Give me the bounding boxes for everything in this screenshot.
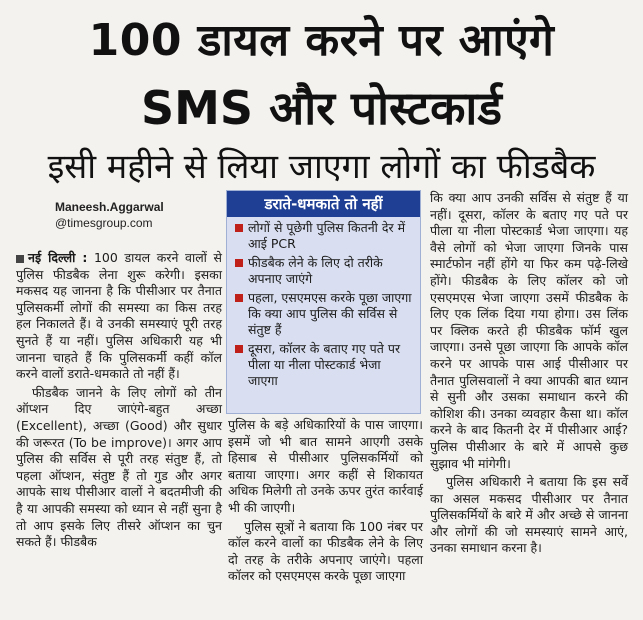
highlight-item — [235, 220, 414, 252]
highlight-text: लोगों से पूछेगी पुलिस कितनी देर में आई PCR — [248, 220, 406, 251]
highlight-text: पहला, एसएमएस करके पूछा जाएगा कि क्या आप पुलिस की सर्विस से संतुष्ट हैं — [248, 290, 412, 337]
article-column-1 — [16, 250, 222, 553]
highlight-item — [235, 290, 414, 338]
subheadline: इसी महीने से लिया जाएगा लोगों का फीडबैक — [47, 147, 596, 187]
red-square-bullet-icon — [235, 259, 243, 267]
article-column-2 — [228, 417, 423, 587]
highlights-box — [226, 190, 421, 414]
red-square-bullet-icon — [235, 345, 243, 353]
headline-line-2: SMS और पोस्टकार्ड — [141, 81, 502, 135]
red-square-bullet-icon — [235, 294, 243, 302]
byline-author: Maneesh.Aggarwal — [55, 200, 164, 214]
dateline: नई दिल्ली : — [28, 250, 88, 265]
article-paragraph: पुलिस सूत्रों ने बताया कि 100 नंबर पर कॉल करने वालों का फीडबैक लेने के लिए दो तरह के तरीके अपनाए जाएंगे। पहला कॉलर को एसएमएस करके पूछा जाएगा — [228, 518, 423, 584]
highlights-box-title: डराते-धमकाते तो नहीं — [227, 191, 420, 217]
article-paragraph: पुलिस के बड़े अधिकारियों के पास जाएगा। इसमें जो भी बात सामने आएगी उसके हिसाब से पीसीआर पुलिसकर्मियों को बताया जाएगा। अगर कहीं से शिकायत अधिक मिलेगी तो उनके ऊपर तुरंत कार्रवाई भी की जाएगी। — [228, 417, 423, 515]
article-paragraph: फीडबैक जानने के लिए लोगों को तीन ऑप्शन दिए जाएंगे-बहुत अच्छा (Excellent), अच्छा (Good) और सुधार की जरूरत (To be improve)। अगर आप पुलिस की सर्विस से पूरी तरह संतुष्ट हैं, तो पहला ऑप्शन, संतुष्ट हैं तो गुड और अगर आपके साथ पीसीआर वालों ने बदतमीजी की है या आपकी समस्या को ध्यान से नहीं सुना है तो आप इसके लिए तीसरे ऑप्शन का चुन सकते हैं। फीडबैक — [16, 384, 222, 550]
highlight-text: दूसरा, कॉलर के बताए गए पते पर पीला या नीला पोस्टकार्ड भेजा जाएगा — [248, 341, 401, 388]
square-bullet-icon — [16, 255, 24, 263]
byline-email: @timesgroup.com — [55, 216, 153, 230]
headline-line-1: 100 डायल करने पर आएंगे — [88, 15, 555, 66]
article-text: 100 डायल करने वालों से पुलिस फीडबैक लेना शुरू करेगी। इसका मकसद यह जानना है कि पीसीआर पर तैनात पुलिसकर्मी लोगों की समस्या का किस तरह हल निकालते हैं। वे उनकी समस्याएं पूरी तरह सुनते हैं या नहीं। पुलिस अधिकारी यह भी जानना चाहते हैं कि पुलिसकर्मी कहीं कॉल करने वालों डराते-धमकाते तो नहीं हैं। — [16, 250, 222, 382]
red-square-bullet-icon — [235, 224, 243, 232]
highlight-item — [235, 255, 414, 287]
article-paragraph: कि क्या आप उनकी सर्विस से संतुष्ट हैं या नहीं। दूसरा, कॉलर के बताए गए पते पर पीला या नीला पोस्टकार्ड भेजा जाएगा। यह वैसे लोगों को भेजा जाएगा जिनके पास स्मार्टफोन नहीं होंगे या फिर कम पढ़े-लिखे होंगे। फीडबैक के लिए कॉलर को जो एसएमएस भेजा जाएगा उसमें फीडबैक के लिए एक लिंक दिया गया होगा। उस लिंक पर क्लिक करते ही फीडबैक फॉर्म खुल जाएगा। उनसे पूछा जाएगा कि आपके कॉल करने पर आपके पास आई पीसीआर पर तैनात पुलिसवालों ने क्या आपकी बात ध्यान से सुनी और उसका समाधान करने की कोशिश की। उनका व्यवहार कैसा था। कॉल करने के बाद कितनी देर में पीसीआर आई? पुलिस पीसीआर के बारे में आपसे कुछ सुझाव भी मांगेगी। — [430, 190, 628, 471]
article-paragraph — [16, 250, 222, 383]
highlight-item — [235, 341, 414, 389]
article-paragraph: पुलिस अधिकारी ने बताया कि इस सर्वे का असल मकसद पीसीआर पर तैनात पुलिसकर्मियों के बारे में और अच्छे से जानना और लोगों की जो समस्याएं सामने आएं, उनका समाधान करना है। — [430, 474, 628, 556]
article-column-3 — [430, 190, 628, 559]
highlights-list — [227, 217, 420, 389]
highlight-text: फीडबैक लेने के लिए दो तरीके अपनाए जाएंगे — [248, 255, 383, 286]
